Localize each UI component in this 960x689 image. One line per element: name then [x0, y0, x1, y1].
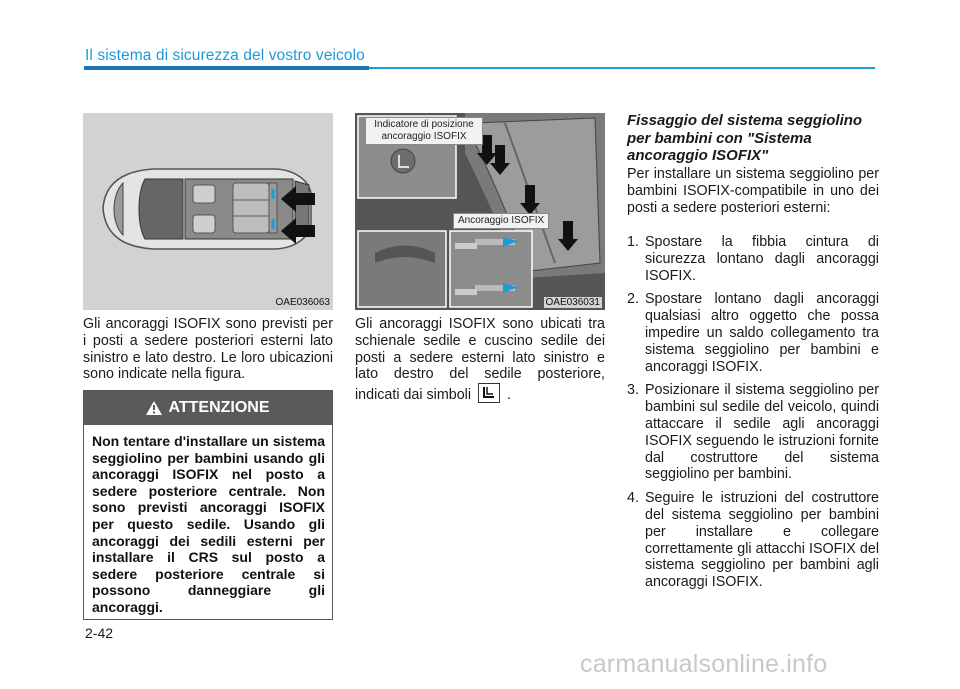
installation-steps	[627, 234, 879, 598]
list-item: 3. Posizionare il sistema seggiolino per bambini sul sedile del veicolo, quindi attaccare il sedile agli ancoraggi ISOFIX seguendo le istruzioni fornite dal costruttore del sistema seggiolino per bambini.	[627, 382, 879, 483]
isofix-symbol-icon	[478, 383, 500, 403]
paragraph-isofix-position-end: .	[507, 387, 511, 404]
callout-isofix-anchor: Ancoraggio ISOFIX	[453, 213, 549, 229]
figure-car-top-view	[83, 113, 333, 310]
warning-title: ATTENZIONE	[168, 399, 270, 416]
paragraph-isofix-locations: Gli ancoraggi ISOFIX sono previsti per i posti a sedere posteriori esterni lato sinistro e lato destro. Le loro ubicazioni sono indicate nella figura.	[83, 316, 333, 383]
list-item: 2. Spostare lontano dagli ancoraggi qualsiasi altro oggetto che possa impedire un saldo collegamento tra sistema seggiolino per bambini e ancoraggi ISOFIX.	[627, 291, 879, 375]
warning-text: Non tentare d'installare un sistema seggiolino per bambini usando gli ancoraggi ISOFIX nel posto a sedere posteriore centrale. Non sono previsti ancoraggi ISOFIX per questo sedile. Usando gli ancoraggi dei sedili esterni per installare il CRS sul posto a sedere posteriore centrale si possono danneggiare gli ancoraggi.	[92, 433, 325, 615]
page-number: 2-42	[85, 625, 114, 641]
paragraph-isofix-position-text: Gli ancoraggi ISOFIX sono ubicati tra schienale sedile e cuscino sedile dei posti a sedere esterni lato sinistro e lato destro del sedile posteriore, indicati dai simboli	[355, 316, 605, 404]
section-intro: Per installare un sistema seggiolino per bambini ISOFIX-compatibile in uno dei posti a sedere posteriori esterni:	[627, 166, 879, 216]
figure-code: OAE036063	[275, 297, 330, 308]
header-rule	[369, 67, 875, 69]
figure-isofix-anchors	[355, 113, 605, 310]
section-heading: Fissaggio del sistema seggiolino per bambini con "Sistema ancoraggio ISOFIX"	[627, 112, 863, 164]
header-rule-accent	[84, 66, 369, 70]
callout-isofix-indicator: Indicatore di posizione ancoraggio ISOFIX	[365, 117, 483, 145]
car-top-view-illustration	[83, 113, 333, 310]
warning-header	[84, 391, 332, 425]
list-item: 4. Seguire le istruzioni del costruttore del sistema seggiolino per bambini per installare e collegare correttamente gli attacchi ISOFIX del sistema seggiolino per bambini agli ancoraggi ISOFIX.	[627, 490, 879, 591]
section-header-title: Il sistema di sicurezza del vostro veicolo	[85, 47, 365, 64]
figure-code: OAE036031	[545, 297, 600, 308]
watermark: carmanualsonline.info	[580, 650, 828, 678]
warning-triangle-icon	[146, 401, 162, 415]
paragraph-isofix-position	[355, 316, 605, 404]
list-item: 1. Spostare la fibbia cintura di sicurezza lontano dagli ancoraggi ISOFIX.	[627, 234, 879, 284]
warning-box	[83, 390, 333, 620]
